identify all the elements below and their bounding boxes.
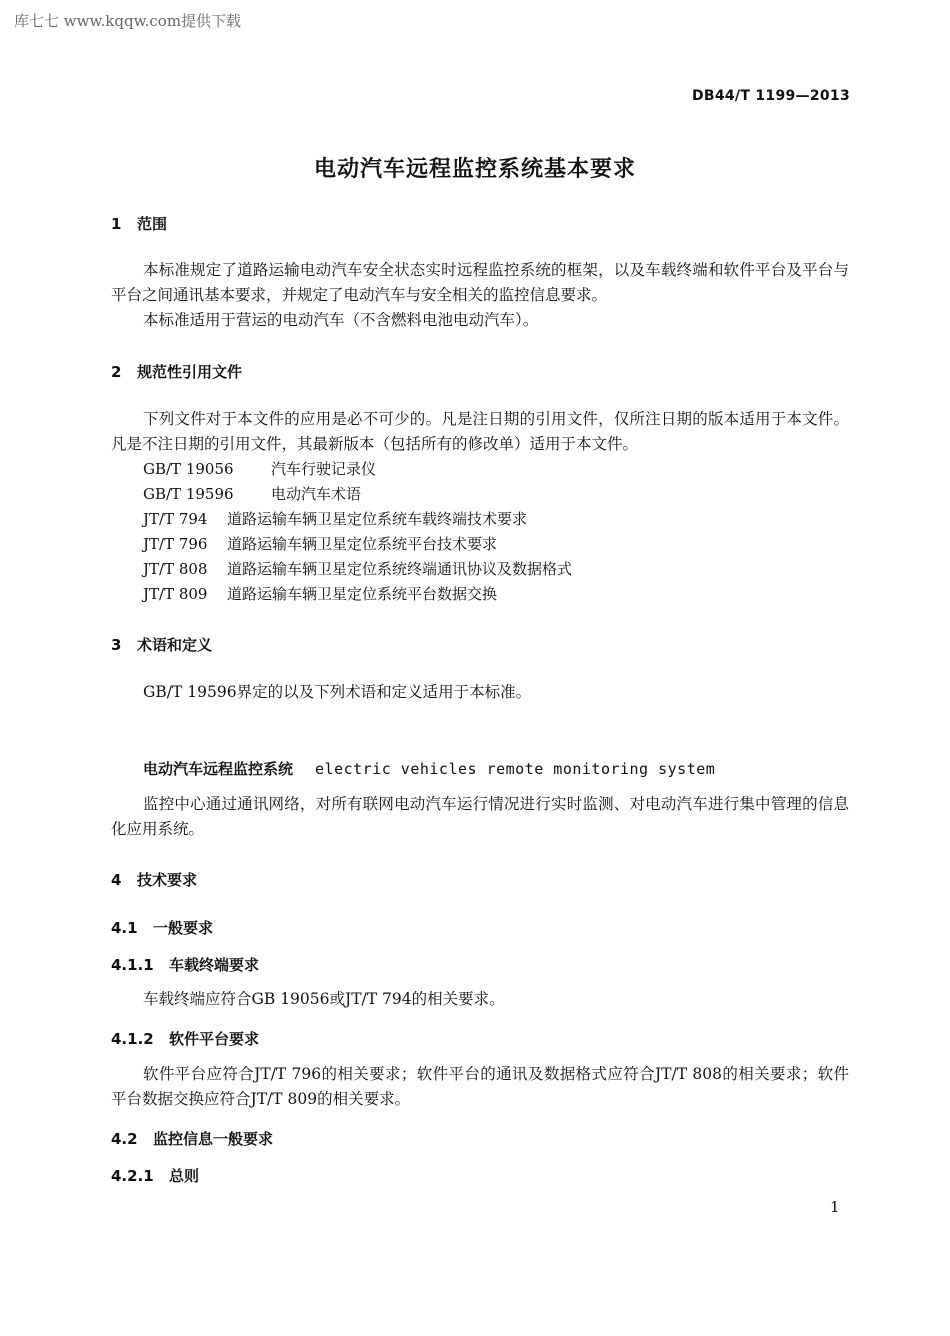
standard-number: DB44/T 1199—2013 — [691, 88, 850, 104]
section-title: 车载终端要求 — [169, 956, 260, 974]
section-number: 1 — [111, 215, 122, 233]
reference-name: 道路运输车辆卫星定位系统车载终端技术要求 — [227, 510, 528, 528]
section-3-heading — [111, 634, 212, 655]
section-number: 4.1.1 — [111, 956, 154, 974]
section-4-1-heading — [111, 917, 213, 938]
reference-name: 汽车行驶记录仪 — [271, 460, 377, 478]
terminal-requirement-paragraph: 车载终端应符合GB 19056或JT/T 794的相关要求。 — [143, 990, 505, 1008]
scope-paragraph-2: 本标准适用于营运的电动汽车（不含燃料电池电动汽车）。 — [143, 311, 539, 329]
reference-name: 电动汽车术语 — [271, 485, 362, 503]
reference-code: GB/T 19056 — [143, 460, 234, 478]
reference-code: JT/T 809 — [143, 585, 208, 603]
reference-code: GB/T 19596 — [143, 485, 234, 503]
watermark: 库七七 www.kqqw.com提供下载 — [14, 12, 242, 30]
section-title: 监控信息一般要求 — [153, 1130, 274, 1148]
reference-name: 道路运输车辆卫星定位系统平台数据交换 — [227, 585, 498, 603]
reference-code: JT/T 794 — [143, 510, 208, 528]
section-2-heading — [111, 361, 242, 382]
reference-item — [143, 533, 497, 554]
section-number: 4.1 — [111, 919, 138, 937]
section-4-1-2-heading — [111, 1028, 259, 1049]
section-4-2-heading — [111, 1128, 273, 1149]
term-definition: 监控中心通过通讯网络，对所有联网电动汽车运行情况进行实时监测、对电动汽车进行集中管理的信息化应用系统。 — [111, 795, 849, 838]
section-4-1-1-heading — [111, 954, 259, 975]
normative-refs-paragraph: 下列文件对于本文件的应用是必不可少的。凡是注日期的引用文件，仅所注日期的版本适用于本文件。凡是不注日期的引用文件，其最新版本（包括所有的修改单）适用于本文件。 — [111, 410, 849, 453]
section-4-heading — [111, 869, 197, 890]
section-title: 规范性引用文件 — [137, 363, 243, 381]
terms-paragraph: GB/T 19596界定的以及下列术语和定义适用于本标准。 — [143, 683, 532, 701]
reference-item — [143, 483, 361, 504]
reference-item — [143, 583, 497, 604]
section-number: 4.1.2 — [111, 1030, 154, 1048]
term-english: electric vehicles remote monitoring system — [315, 760, 716, 778]
section-number: 4 — [111, 871, 122, 889]
section-title: 总则 — [169, 1167, 200, 1185]
reference-code: JT/T 796 — [143, 535, 208, 553]
section-number: 3 — [111, 636, 122, 654]
section-title: 范围 — [137, 215, 168, 233]
reference-item — [143, 508, 527, 529]
section-title: 技术要求 — [137, 871, 198, 889]
term-chinese: 电动汽车远程监控系统 — [143, 760, 294, 778]
reference-name: 道路运输车辆卫星定位系统终端通讯协议及数据格式 — [227, 560, 573, 578]
section-1-heading — [111, 213, 167, 234]
section-4-2-1-heading — [111, 1165, 199, 1186]
section-title: 一般要求 — [153, 919, 214, 937]
section-number: 4.2 — [111, 1130, 138, 1148]
reference-item — [143, 458, 376, 479]
section-title: 术语和定义 — [137, 636, 213, 654]
section-number: 2 — [111, 363, 122, 381]
reference-item — [143, 558, 572, 579]
document-title: 电动汽车远程监控系统基本要求 — [313, 157, 636, 182]
reference-name: 道路运输车辆卫星定位系统平台技术要求 — [227, 535, 498, 553]
page-number: 1 — [830, 1198, 840, 1216]
platform-requirement-paragraph: 软件平台应符合JT/T 796的相关要求；软件平台的通讯及数据格式应符合JT/T 808的相关要求；软件平台数据交换应符合JT/T 809的相关要求。 — [111, 1065, 849, 1108]
scope-paragraph-1: 本标准规定了道路运输电动汽车安全状态实时远程监控系统的框架，以及车载终端和软件平台及平台与平台之间通讯基本要求，并规定了电动汽车与安全相关的监控信息要求。 — [111, 261, 849, 304]
section-title: 软件平台要求 — [169, 1030, 260, 1048]
term-entry — [143, 758, 715, 779]
reference-code: JT/T 808 — [143, 560, 208, 578]
section-number: 4.2.1 — [111, 1167, 154, 1185]
